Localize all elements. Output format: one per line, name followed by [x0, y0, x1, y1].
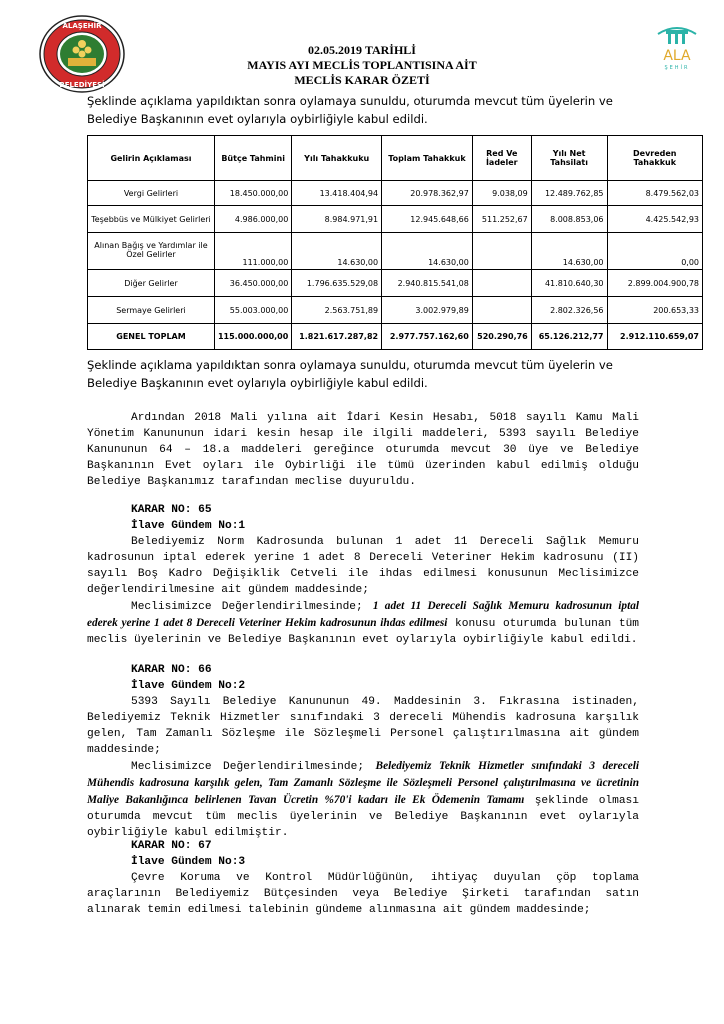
resolution-tail: şeklinde olması oturumda mevcut tüm meclis üyelerinin ve Belediye Başkanının evet oylarıyla oybirliğiyle kabul edilmiştir.	[87, 795, 639, 839]
resolution-lead: Meclisimizce Değerlendirilmesinde;	[131, 601, 363, 613]
table-cell: 55.003.000,00	[214, 297, 291, 324]
table-cell: 3.002.979,89	[382, 297, 473, 324]
column-header: Red Ve İadeler	[472, 136, 531, 181]
table-cell: 520.290,76	[472, 324, 531, 350]
table-cell: 41.810.640,30	[531, 270, 607, 297]
table-cell: Alınan Bağış ve Yardımlar ile Özel Gelirler	[88, 233, 215, 270]
table-cell: 36.450.000,00	[214, 270, 291, 297]
table-cell: 1.821.617.287,82	[292, 324, 382, 350]
kesin-hesap-paragraph: Ardından 2018 Mali yılına ait İdari Kesin Hesabı, 5018 sayılı Kamu Mali Yönetim Kanununun idari kesin hesap ile ilgili maddeleri, 5393 sayılı Belediye Kanununun 64 – 18.a maddeleri gereğince oturumda mevcut 30 üye ve Belediye Başkanının Evet oyları ile Oybirliği ile tümü üzerinden kabul edilmiş olduğu Belediye Başkanımız tarafından meclise duyuruldu.	[87, 412, 639, 488]
table-cell: Sermaye Gelirleri	[88, 297, 215, 324]
table-cell: 9.038,09	[472, 181, 531, 206]
karar-66-number: KARAR NO: 66	[131, 664, 212, 676]
karar-65-gundem: İlave Gündem No:1	[131, 520, 246, 532]
table-cell: 511.252,67	[472, 206, 531, 233]
resolution-tail: konusu oturumda bulunan tüm meclis üyelerinin ve Belediye Başkanının evet oylarıyla oybirliğiyle kabul edildi.	[87, 618, 640, 646]
header-date: 02.05.2019 TARİHLİ	[308, 43, 416, 57]
table-row	[88, 233, 703, 270]
table-cell: Teşebbüs ve Mülkiyet Gelirleri	[88, 206, 215, 233]
karar-65-resolution	[87, 598, 639, 648]
column-header: Gelirin Açıklaması	[88, 136, 215, 181]
ala-sehir-logo	[644, 20, 710, 72]
alasehir-municipality-logo	[38, 14, 126, 94]
table-total-row	[88, 324, 703, 350]
table-cell: 2.977.757.162,60	[382, 324, 473, 350]
table-cell: 115.000.000,00	[214, 324, 291, 350]
table-cell: Vergi Gelirleri	[88, 181, 215, 206]
table-cell: 2.802.326,56	[531, 297, 607, 324]
table-cell: GENEL TOPLAM	[88, 324, 215, 350]
table-cell: 14.630,00	[531, 233, 607, 270]
table-cell: 2.899.004.900,78	[607, 270, 703, 297]
karar-67-gundem: İlave Gündem No:3	[131, 856, 246, 868]
table-cell: 20.978.362,97	[382, 181, 473, 206]
table-cell: 2.563.751,89	[292, 297, 382, 324]
karar-66-gundem: İlave Gündem No:2	[131, 680, 246, 692]
column-header: Bütçe Tahmini	[214, 136, 291, 181]
table-row	[88, 181, 703, 206]
table-row	[88, 297, 703, 324]
table-cell: 13.418.404,94	[292, 181, 382, 206]
logo-sehir-text: ŞEHİR	[664, 65, 690, 71]
table-row	[88, 270, 703, 297]
column-header: Yılı Tahakkuku	[292, 136, 382, 181]
table-cell: 18.450.000,00	[214, 181, 291, 206]
revenue-table	[87, 135, 703, 350]
table-header-row	[88, 136, 703, 181]
resolution-lead: Meclisimizce Değerlendirilmesinde;	[131, 761, 365, 773]
resolution-italic: 1 adet 11 Dereceli Sağlık Memuru kadrosunun iptal ederek yerine 1 adet 8 Dereceli Veteriner Hekim kadrosunun ihdas edilmesi	[87, 600, 639, 629]
karar-66-body: 5393 Sayılı Belediye Kanununun 49. Maddesinin 3. Fıkrasına istinaden, Belediyemiz Teknik Hizmetler sınıfındaki 3 dereceli Mühendis kadrosuna karşılık gelen, Tam Zamanlı Sözleşme ile Sözleşmeli Personel çalıştırılmasına ait gündem maddesinde;	[87, 696, 639, 756]
karar-65-body: Belediyemiz Norm Kadrosunda bulunan 1 adet 11 Dereceli Sağlık Memuru kadrosunun iptal ederek yerine 1 adet 8 Dereceli Veteriner Hekim kadrosunu (II) sayılı Boş Kadro Değişiklik Cetveli ile ihdas edilmesi konusunun Meclisimizce değerlendirilmesine ait gündem maddesinde;	[87, 536, 639, 596]
logo-ala-text: ALA	[663, 48, 691, 64]
logo-top-text: ALAŞEHİR	[62, 22, 102, 30]
table-cell: 2.912.110.659,07	[607, 324, 703, 350]
table-cell: 14.630,00	[292, 233, 382, 270]
table-cell: 8.984.971,91	[292, 206, 382, 233]
table-cell	[472, 270, 531, 297]
table-row	[88, 206, 703, 233]
karar-66-resolution	[87, 758, 639, 841]
table-cell	[472, 233, 531, 270]
table-cell	[472, 297, 531, 324]
logo-bottom-text: BELEDİYESİ	[59, 81, 105, 89]
table-cell: 65.126.212,77	[531, 324, 607, 350]
header-title: MAYIS AYI MECLİS TOPLANTISINA AİT	[247, 58, 477, 72]
column-header: Toplam Tahakkuk	[382, 136, 473, 181]
karar-67-number: KARAR NO: 67	[131, 840, 212, 852]
column-header: Devreden Tahakkuk	[607, 136, 703, 181]
karar-67-body: Çevre Koruma ve Kontrol Müdürlüğünün, ihtiyaç duyulan çöp toplama araçlarının Belediyemiz Bütçesinden veya Belediye Şirketi tarafından satın alınarak temin edilmesi talebinin gündeme alınmasına ait gündem maddesinde;	[87, 872, 639, 916]
header-subtitle: MECLİS KARAR ÖZETİ	[294, 73, 430, 87]
intro-paragraph: Şeklinde açıklama yapıldıktan sonra oylamaya sunuldu, oturumda mevcut tüm üyelerin ve Belediye Başkanının evet oylarıyla oybirliğiyle kabul edildi.	[87, 94, 613, 126]
table-cell: 111.000,00	[214, 233, 291, 270]
table-cell: 12.489.762,85	[531, 181, 607, 206]
column-header: Yılı Net Tahsilatı	[531, 136, 607, 181]
table-cell: 4.425.542,93	[607, 206, 703, 233]
after-table-paragraph: Şeklinde açıklama yapıldıktan sonra oylamaya sunuldu, oturumda mevcut tüm üyelerin ve Belediye Başkanının evet oylarıyla oybirliğiyle kabul edildi.	[87, 358, 613, 390]
table-cell: 2.940.815.541,08	[382, 270, 473, 297]
table-cell: Diğer Gelirler	[88, 270, 215, 297]
table-cell: 8.008.853,06	[531, 206, 607, 233]
table-cell: 1.796.635.529,08	[292, 270, 382, 297]
table-cell: 0,00	[607, 233, 703, 270]
karar-65-number: KARAR NO: 65	[131, 504, 212, 516]
table-cell: 200.653,33	[607, 297, 703, 324]
table-cell: 14.630,00	[382, 233, 473, 270]
resolution-italic: Belediyemiz Teknik Hizmetler sınıfındaki 3 dereceli Mühendis kadrosuna karşılık gelen, Tam Zamanlı Sözleşme ile Sözleşmeli Personel çalıştırılmasına ve ücretinin Maliye Bakanlığınca belirlenen Tavan Ücretin %70'i kadarı ile Ek Ödemenin Tamamı	[87, 760, 639, 806]
table-cell: 8.479.562,03	[607, 181, 703, 206]
table-cell: 4.986.000,00	[214, 206, 291, 233]
table-cell: 12.945.648,66	[382, 206, 473, 233]
